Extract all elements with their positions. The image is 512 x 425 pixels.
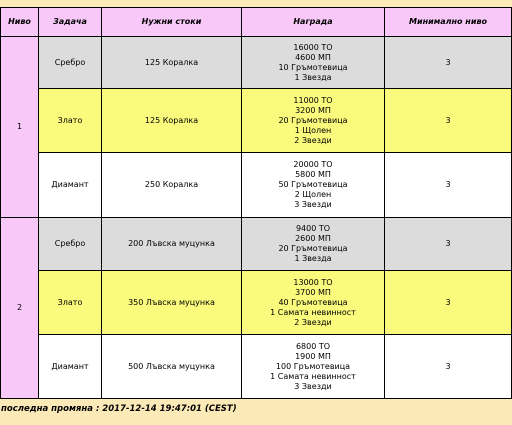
reward-line: 40 Гръмотевица [278, 297, 348, 307]
last-modified-text: последна промяна : 2017-12-14 19:47:01 (CEST) [1, 404, 237, 414]
level-cell: 2 [1, 218, 39, 399]
reward-line: 11000 ТО [293, 95, 333, 105]
task-cell: Диамант [39, 153, 102, 218]
task-cell: Злато [39, 271, 102, 335]
min-level-cell: 3 [385, 153, 512, 218]
table-header-row [1, 8, 512, 37]
reward-line: 2 Щолен [294, 190, 332, 199]
goods-cell: 500 Лъвска муцунка [102, 335, 242, 399]
task-cell: Злато [39, 89, 102, 153]
reward-line: 3200 МП [295, 105, 331, 115]
min-level-cell: 3 [385, 335, 512, 399]
reward-line: 2 Звезди [294, 135, 332, 145]
reward-cell [242, 153, 385, 218]
min-level-cell: 3 [385, 37, 512, 89]
reward-cell [242, 37, 385, 89]
task-cell: Сребро [39, 218, 102, 271]
reward-line: 16000 ТО [293, 42, 333, 52]
reward-line: 1 Звезда [294, 72, 332, 82]
table-row [1, 153, 512, 218]
reward-cell [242, 218, 385, 271]
header-goods: Нужни стоки [102, 8, 242, 37]
header-min-level: Минимално ниво [385, 8, 512, 37]
reward-line: 3700 МП [295, 287, 331, 297]
min-level-cell: 3 [385, 218, 512, 271]
reward-line: 20 Гръмотевица [278, 244, 348, 253]
reward-line: 20000 ТО [293, 160, 333, 169]
level-cell: 1 [1, 37, 39, 218]
reward-line: 1 Звезда [294, 254, 332, 263]
reward-line: 2600 МП [295, 234, 331, 243]
reward-cell [242, 271, 385, 335]
goods-cell: 250 Коралка [102, 153, 242, 218]
task-cell: Диамант [39, 335, 102, 399]
reward-cell [242, 335, 385, 399]
task-cell: Сребро [39, 37, 102, 89]
min-level-cell: 3 [385, 89, 512, 153]
min-level-cell: 3 [385, 271, 512, 335]
header-level: Ниво [1, 8, 39, 37]
goods-cell: 125 Коралка [102, 89, 242, 153]
reward-line: 1 Самата невинност [270, 371, 356, 381]
goods-cell: 125 Коралка [102, 37, 242, 89]
goods-cell: 200 Лъвска муцунка [102, 218, 242, 271]
table-row [1, 335, 512, 399]
goods-cell: 350 Лъвска муцунка [102, 271, 242, 335]
reward-line: 9400 ТО [295, 224, 331, 233]
reward-line: 5800 МП [295, 170, 331, 179]
reward-line: 2 Звезди [294, 317, 332, 327]
reward-line: 100 Гръмотевица [275, 361, 351, 371]
reward-line: 20 Гръмотевица [278, 115, 348, 125]
reward-line: 13000 ТО [293, 277, 333, 287]
reward-line: 50 Гръмотевица [278, 180, 348, 189]
reward-line: 4600 МП [295, 52, 331, 62]
table-row [1, 271, 512, 335]
reward-line: 10 Гръмотевица [278, 62, 348, 72]
table-row [1, 37, 512, 89]
header-reward: Награда [242, 8, 385, 37]
header-task: Задача [39, 8, 102, 37]
reward-line: 1900 МП [295, 351, 331, 361]
reward-line: 3 Звезди [294, 381, 332, 391]
reward-cell [242, 89, 385, 153]
table-row [1, 218, 512, 271]
table-row [1, 89, 512, 153]
quest-table [0, 7, 512, 399]
reward-line: 1 Самата невинност [270, 307, 356, 317]
reward-line: 6800 ТО [295, 341, 331, 351]
reward-line: 3 Звезди [294, 200, 332, 209]
reward-line: 1 Щолен [294, 125, 332, 135]
